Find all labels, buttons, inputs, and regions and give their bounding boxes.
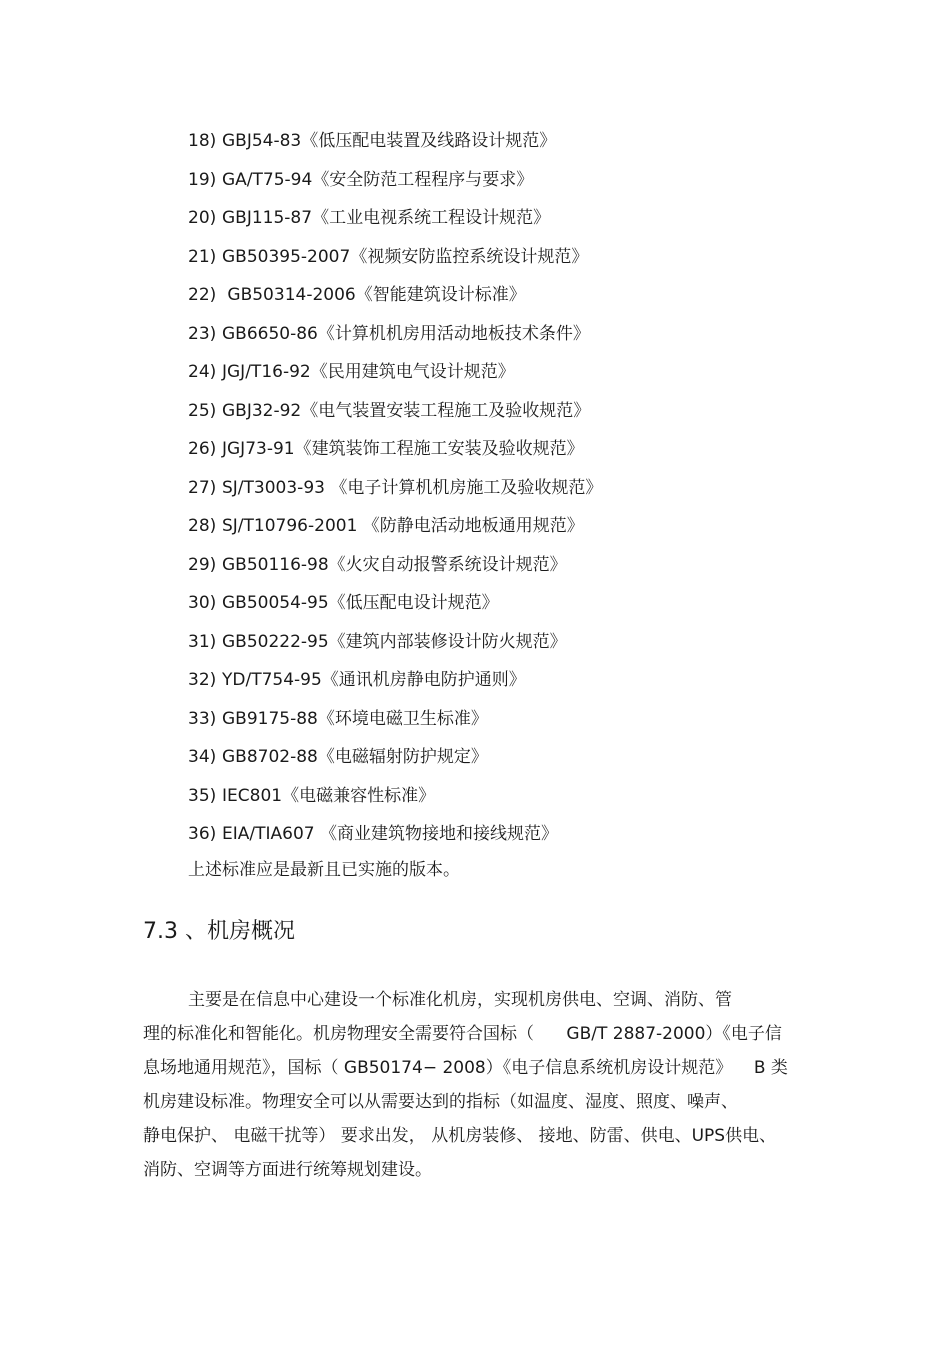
paragraph-line: 消防、空调等方面进行统筹规划建设。 [143, 1160, 432, 1180]
standard-number: 33) [188, 708, 217, 729]
standard-number: 30) [188, 593, 217, 613]
standard-item [188, 819, 888, 858]
standard-text: GB6650-86《计算机机房用活动地板技术条件》 [222, 323, 590, 344]
standard-text: GBJ115-87《工业电视系统工程设计规范》 [222, 208, 551, 228]
standard-number: 34) [188, 747, 217, 767]
standard-text: SJ/T10796-2001 《防静电活动地板通用规范》 [222, 516, 584, 536]
standard-item [188, 550, 888, 589]
standard-item [188, 588, 888, 627]
standard-text: GB50116-98《火灾自动报警系统设计规范》 [222, 554, 567, 575]
standard-item [188, 627, 888, 666]
paragraph-line: 静电保护、 电磁干扰等） 要求出发， 从机房装修、 接地、防雷、供电、UPS供电、 [143, 1126, 777, 1146]
standard-item [188, 242, 888, 281]
paragraph-line: 主要是在信息中心建设一个标准化机房，实现机房供电、空调、消防、管 [188, 990, 732, 1010]
standard-item [188, 665, 888, 704]
paragraph-line: 理的标准化和智能化。机房物理安全需要符合国标（ GB/T 2887-2000）《电子信 [143, 1024, 782, 1044]
standard-item [188, 473, 888, 512]
standard-item [188, 511, 888, 550]
standard-number: 29) [188, 554, 217, 575]
section-paragraph [143, 985, 808, 1189]
standard-text: IEC801《电磁兼容性标准》 [222, 785, 436, 806]
standard-item [188, 126, 888, 165]
standards-list [188, 126, 888, 858]
standard-text: GB50314-2006《智能建筑设计标准》 [222, 285, 526, 305]
standard-number: 25) [188, 400, 217, 421]
standard-number: 19) [188, 169, 217, 190]
standard-text: JGJ73-91《建筑装饰工程施工安装及验收规范》 [222, 439, 584, 459]
standard-text: GB8702-88《电磁辐射防护规定》 [222, 747, 488, 767]
standard-number: 18) [188, 131, 217, 151]
standard-number: 21) [188, 246, 217, 267]
standard-number: 31) [188, 631, 217, 652]
standard-number: 24) [188, 362, 217, 382]
standard-number: 36) [188, 824, 217, 844]
standard-number: 22) [188, 285, 217, 305]
standard-item [188, 742, 888, 781]
standard-text: GB50054-95《低压配电设计规范》 [222, 593, 499, 613]
standard-item [188, 434, 888, 473]
standard-number: 32) [188, 670, 217, 690]
standard-number: 27) [188, 477, 217, 498]
standard-text: YD/T754-95《通讯机房静电防护通则》 [222, 670, 526, 690]
standard-number: 35) [188, 785, 217, 806]
standard-text: GB9175-88《环境电磁卫生标准》 [222, 708, 488, 729]
paragraph-line: 机房建设标准。物理安全可以从需要达到的指标（如温度、湿度、照度、噪声、 [143, 1092, 738, 1112]
standard-number: 28) [188, 516, 217, 536]
standards-note: 上述标准应是最新且已实施的版本。 [188, 860, 460, 880]
standard-text: EIA/TIA607 《商业建筑物接地和接线规范》 [222, 824, 558, 844]
standard-number: 26) [188, 439, 217, 459]
standard-text: GB50395-2007《视频安防监控系统设计规范》 [222, 246, 589, 267]
standard-number: 23) [188, 323, 217, 344]
standard-item [188, 396, 888, 435]
standard-text: SJ/T3003-93 《电子计算机机房施工及验收规范》 [222, 477, 603, 498]
standard-item [188, 203, 888, 242]
standard-text: GBJ54-83《低压配电装置及线路设计规范》 [222, 131, 557, 151]
standard-item [188, 704, 888, 743]
standard-text: JGJ/T16-92《民用建筑电气设计规范》 [222, 362, 515, 382]
standard-number: 20) [188, 208, 217, 228]
standard-text: GBJ32-92《电气装置安装工程施工及验收规范》 [222, 400, 591, 421]
standard-text: GB50222-95《建筑内部装修设计防火规范》 [222, 631, 567, 652]
standard-item [188, 319, 888, 358]
standard-item [188, 357, 888, 396]
standard-item [188, 165, 888, 204]
section-heading: 7.3 、机房概况 [143, 919, 295, 944]
standard-item [188, 280, 888, 319]
standard-item [188, 781, 888, 820]
standard-text: GA/T75-94《安全防范工程程序与要求》 [222, 169, 534, 190]
paragraph-line: 息场地通用规范》，国标（ GB50174− 2008）《电子信息系统机房设计规范》 B 类 [143, 1058, 788, 1078]
